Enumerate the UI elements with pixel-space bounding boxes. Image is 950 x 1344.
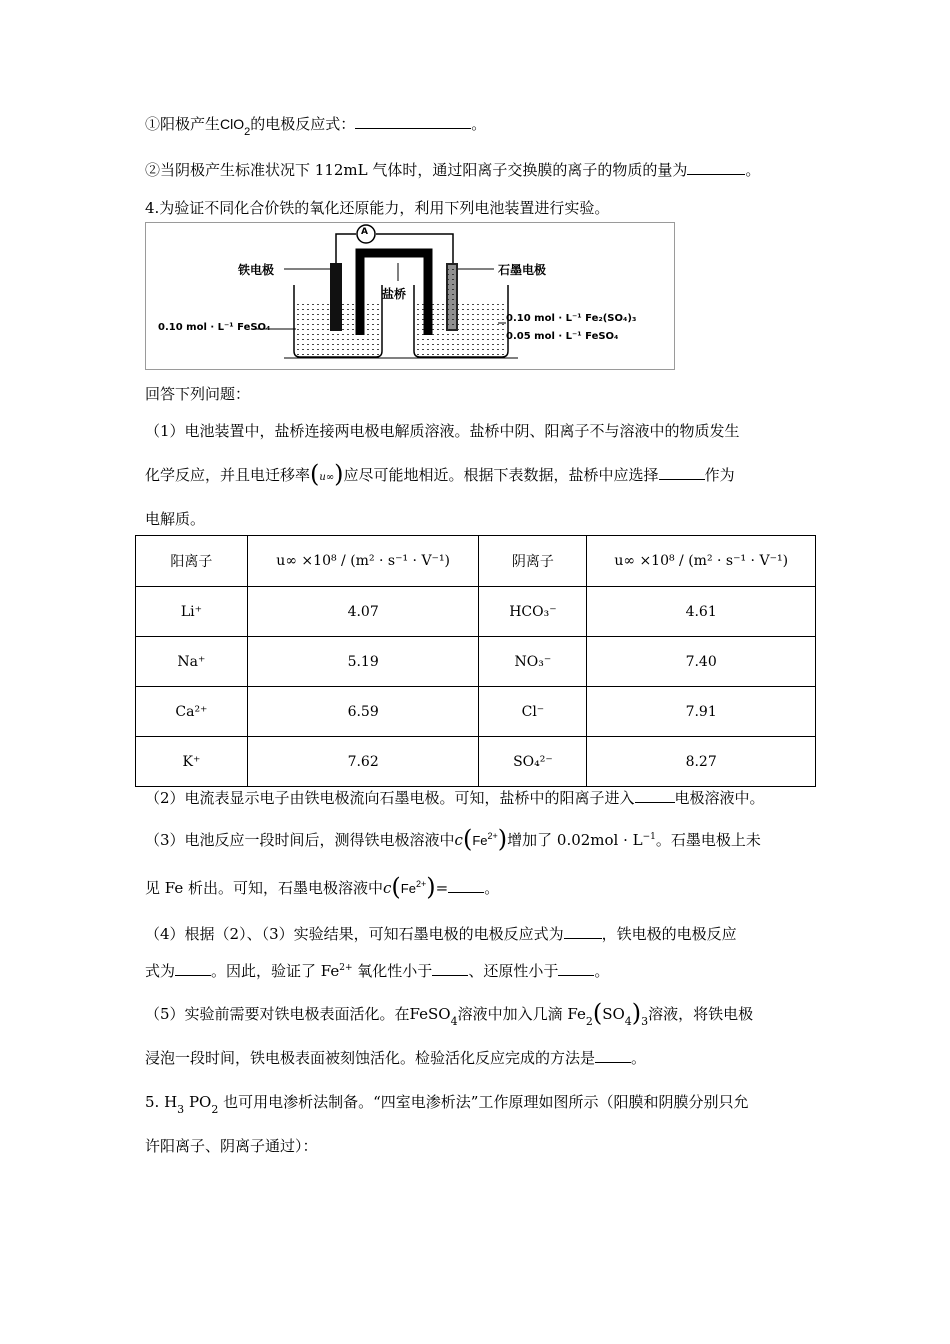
table-cell: HCO₃⁻ xyxy=(479,587,587,637)
table-row xyxy=(136,637,816,687)
right-solution-label-1: 0.10 mol · L⁻¹ Fe₂(SO₄)₃ xyxy=(506,313,637,324)
answer-blank[interactable] xyxy=(635,788,675,803)
graphite-electrode-label: 石墨电极 xyxy=(498,263,547,277)
answer-blank[interactable] xyxy=(687,160,745,175)
battery-apparatus-figure xyxy=(145,222,675,370)
table-header-cell: u∞ ×10⁸ / (m² · s⁻¹ · V⁻¹) xyxy=(247,536,479,587)
answer-blank[interactable] xyxy=(355,114,471,129)
table-header-row xyxy=(136,536,816,587)
answer-blank[interactable] xyxy=(175,961,211,976)
q4-title: 4.为验证不同化合价铁的氧化还原能力，利用下列电池装置进行实验。 xyxy=(145,199,610,217)
q3-item1: ①阳极产生ClO$_2$的电极反应式： 。 xyxy=(145,115,487,138)
table-cell: Ca²⁺ xyxy=(136,687,248,737)
table-row xyxy=(136,587,816,637)
table-header-cell: 阴离子 xyxy=(479,536,587,587)
q5-line1: 5. $H_3$ $PO_2$ 也可用电渗析法制备。“四室电渗析法”工作原理如图所示（阳膜和阴膜分别只允 xyxy=(145,1093,749,1116)
q4-p1-line2: 化学反应，并且电迁移率(u∞)应尽可能地相近。根据下表数据，盐桥中应选择 作为 xyxy=(145,460,735,488)
answer-blank[interactable] xyxy=(558,961,594,976)
table-cell: SO₄²⁻ xyxy=(479,737,587,787)
q4-p4-line2: 式为 。因此，验证了 $Fe^{2+}$ 氧化性小于 、还原性小于 。 xyxy=(145,962,610,980)
table-row xyxy=(136,687,816,737)
table-cell: 5.19 xyxy=(247,637,479,687)
table-cell: 7.40 xyxy=(587,637,816,687)
q4-p5-line2: 浸泡一段时间，铁电极表面被刻蚀活化。检验活化反应完成的方法是 。 xyxy=(145,1049,647,1067)
table-cell: 6.59 xyxy=(247,687,479,737)
q3-item2: ②当阴极产生标准状况下 112mL 气体时，通过阳离子交换膜的离子的物质的量为 。 xyxy=(145,161,761,179)
table-cell: 4.61 xyxy=(587,587,816,637)
q4-p5-line1: （5）实验前需要对铁电极表面活化。在FeSO$_4$溶液中加入几滴 $Fe_2(SO_4)_3$溶液，将铁电极 xyxy=(145,999,754,1028)
table-row xyxy=(136,737,816,787)
table-cell: Na⁺ xyxy=(136,637,248,687)
table-cell: 7.62 xyxy=(247,737,479,787)
mobility-table xyxy=(135,535,816,787)
table-cell: NO₃⁻ xyxy=(479,637,587,687)
iron-electrode-label: 铁电极 xyxy=(238,263,275,277)
table-cell: Cl⁻ xyxy=(479,687,587,737)
q4-p2: （2）电流表显示电子由铁电极流向石墨电极。可知，盐桥中的阳离子进入 电极溶液中。 xyxy=(145,789,765,807)
q4-p1-line3: 电解质。 xyxy=(145,510,206,528)
table-cell: 4.07 xyxy=(247,587,479,637)
right-solution-label-2: 0.05 mol · L⁻¹ FeSO₄ xyxy=(506,331,619,342)
q4-p1-line1: （1）电池装置中，盐桥连接两电极电解质溶液。盐桥中阴、阳离子不与溶液中的物质发生 xyxy=(145,422,740,440)
answer-blank[interactable] xyxy=(659,465,705,480)
answer-blank[interactable] xyxy=(432,961,468,976)
apparatus-drawing xyxy=(146,223,674,369)
table-header-cell: u∞ ×10⁸ / (m² · s⁻¹ · V⁻¹) xyxy=(587,536,816,587)
table-header-cell: 阳离子 xyxy=(136,536,248,587)
answer-blank[interactable] xyxy=(595,1048,631,1063)
q4-p3-line1: （3）电池反应一段时间后，测得铁电极溶液中$c(Fe^{2+})$增加了 $0.02mol \cdot L^{-1}$。石墨电极上未 xyxy=(145,825,761,853)
answer-blank[interactable] xyxy=(564,924,602,939)
answer-blank[interactable] xyxy=(448,878,484,893)
ammeter-label: A xyxy=(361,227,368,237)
iron-electrode xyxy=(330,263,342,331)
table-cell: 7.91 xyxy=(587,687,816,737)
q4-intro: 回答下列问题： xyxy=(145,385,251,403)
clo2-formula: ClO$_2$ xyxy=(220,116,251,138)
table-cell: K⁺ xyxy=(136,737,248,787)
q4-p4-line1: （4）根据（2）、（3）实验结果，可知石墨电极的电极反应式为 ，铁电极的电极反应 xyxy=(145,925,737,943)
q5-line2: 许阳离子、阴离子通过）： xyxy=(145,1137,318,1155)
table-cell: Li⁺ xyxy=(136,587,248,637)
q4-p3-line2: 见 Fe 析出。可知，石墨电极溶液中$c(Fe^{2+})=$ 。 xyxy=(145,873,500,901)
table-cell: 8.27 xyxy=(587,737,816,787)
salt-bridge-label: 盐桥 xyxy=(382,287,407,301)
left-solution-label: 0.10 mol · L⁻¹ FeSO₄ xyxy=(158,322,271,333)
